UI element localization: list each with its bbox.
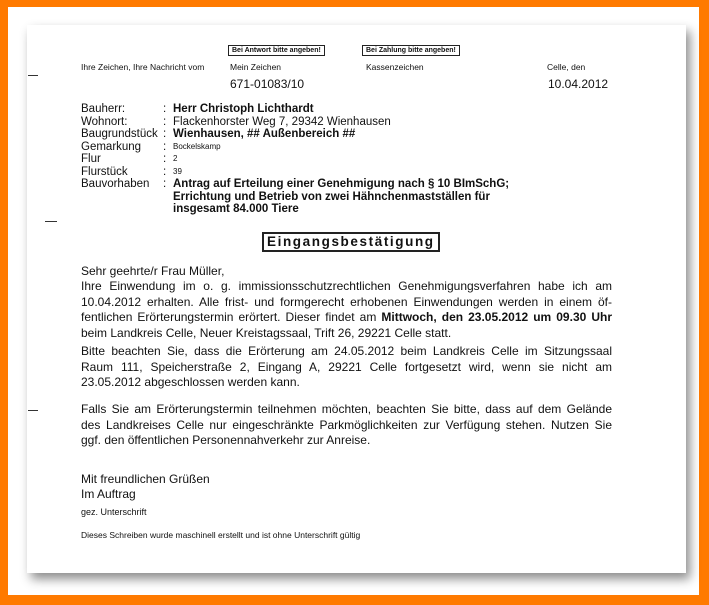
fold-mark: [28, 75, 38, 76]
paragraph-line: ggf. den öffentlichen Personennahverkehr zur Anreise.: [81, 433, 371, 448]
detail-value: Herr Christoph Lichthardt: [173, 103, 314, 115]
detail-row: [81, 166, 509, 179]
paragraph-text: fentlichen Erörterungstermin erörtert. Dieser findet am: [81, 310, 382, 325]
detail-row: [81, 178, 509, 191]
detail-value: Wienhausen, ## Außenbereich ##: [173, 128, 356, 140]
document-title: Eingangsbestätigung: [262, 232, 440, 252]
detail-colon: :: [163, 178, 167, 190]
paragraph-line: beim Landkreis Celle, Neuer Kreistagssaal, Trift 26, 29221 Celle statt.: [81, 325, 452, 340]
signature: gez. Unterschrift: [81, 507, 147, 517]
label-ihre-zeichen: Ihre Zeichen, Ihre Nachricht vom: [81, 62, 205, 72]
paragraph-line: Falls Sie am Erörterungstermin teilnehmen möchten, beachten Sie bitte, dass auf dem Gelände: [81, 402, 612, 416]
detail-label: Bauherr:: [81, 103, 126, 115]
paragraph-line: Ihre Einwendung im o. g. immissionsschutzrechtlichen Genehmigungsverfahren habe ich am: [81, 279, 612, 293]
detail-row: [81, 203, 509, 216]
detail-label: Baugrundstück: [81, 128, 158, 140]
detail-label: Flurstück: [81, 165, 128, 178]
paragraph-line: Bitte beachten Sie, dass die Erörterung am 24.05.2012 beim Landkreis Celle im Sitzungssaal: [81, 344, 612, 358]
detail-colon: :: [163, 115, 167, 128]
paragraph-line: des Landkreises Celle nur eingeschränkte Parkmöglichkeiten zur Verfügung stehen. Nutzen Sie: [81, 417, 612, 432]
detail-label: Flur: [81, 153, 101, 165]
closing-greeting: Mit freundlichen Grüßen: [81, 472, 210, 486]
detail-row: [81, 153, 509, 166]
detail-colon: :: [163, 140, 167, 153]
punch-mark: [28, 410, 38, 411]
label-mein-zeichen: Mein Zeichen: [230, 62, 282, 72]
detail-value: Bockelskamp: [173, 141, 221, 151]
detail-value: Antrag auf Erteilung einer Genehmigung nach § 10 BImSchG;: [173, 178, 510, 190]
detail-colon: :: [163, 103, 167, 115]
detail-label: Gemarkung: [81, 140, 142, 153]
detail-value: Errichtung und Betrieb von zwei Hähnchenmastställen für: [173, 190, 490, 203]
detail-colon: [163, 191, 173, 204]
detail-row: [81, 128, 509, 141]
detail-row: [81, 191, 509, 204]
fold-mark: [45, 221, 57, 222]
detail-label: Bauvorhaben: [81, 178, 150, 190]
detail-colon: :: [163, 128, 167, 140]
detail-colon: :: [163, 165, 167, 178]
letter-date: 10.04.2012: [548, 77, 609, 91]
detail-row: [81, 141, 509, 154]
appointment-date: Mittwoch, den 23.05.2012 um 09.30 Uhr: [381, 310, 612, 325]
paragraph-line: Raum 111, Speicherstraße 2, Eingang A, 29221 Celle fortgesetzt wird, wenn sie nicht am: [81, 359, 612, 374]
detail-value: 39: [173, 166, 182, 176]
detail-colon: [163, 203, 173, 216]
paragraph-line: [81, 310, 612, 326]
paragraph-1: [81, 279, 612, 341]
detail-label: [81, 191, 163, 204]
paragraph-line: 10.04.2012 erhalten. Alle frist- und formgerecht erhobenen Einwendungen werden in einem öf-: [81, 294, 612, 309]
detail-label: Wohnort:: [81, 115, 128, 128]
detail-value: insgesamt 84.000 Tiere: [173, 203, 299, 215]
closing-auftrag: Im Auftrag: [81, 487, 136, 501]
box-bei-zahlung: Bei Zahlung bitte angeben!: [362, 45, 460, 56]
paragraph-2: [81, 344, 612, 391]
footer-note: Dieses Schreiben wurde maschinell erstellt und ist ohne Unterschrift gültig: [81, 530, 361, 540]
mein-zeichen-value: 671-01083/10: [230, 77, 305, 91]
detail-table: [81, 103, 509, 216]
detail-row: [81, 116, 509, 129]
detail-row: [81, 103, 509, 116]
detail-value: 2: [173, 154, 178, 163]
paragraph-line: 23.05.2012 abgeschlossen werden kann.: [81, 375, 300, 390]
salutation: Sehr geehrte/r Frau Müller,: [81, 264, 225, 278]
box-bei-antwort: Bei Antwort bitte angeben!: [228, 45, 325, 56]
paragraph-3: [81, 402, 612, 449]
detail-colon: :: [163, 153, 167, 165]
detail-value: Flackenhorster Weg 7, 29342 Wienhausen: [173, 115, 391, 128]
detail-label: [81, 203, 163, 216]
label-celle-den: Celle, den: [547, 62, 586, 72]
label-kassenzeichen: Kassenzeichen: [366, 62, 424, 72]
